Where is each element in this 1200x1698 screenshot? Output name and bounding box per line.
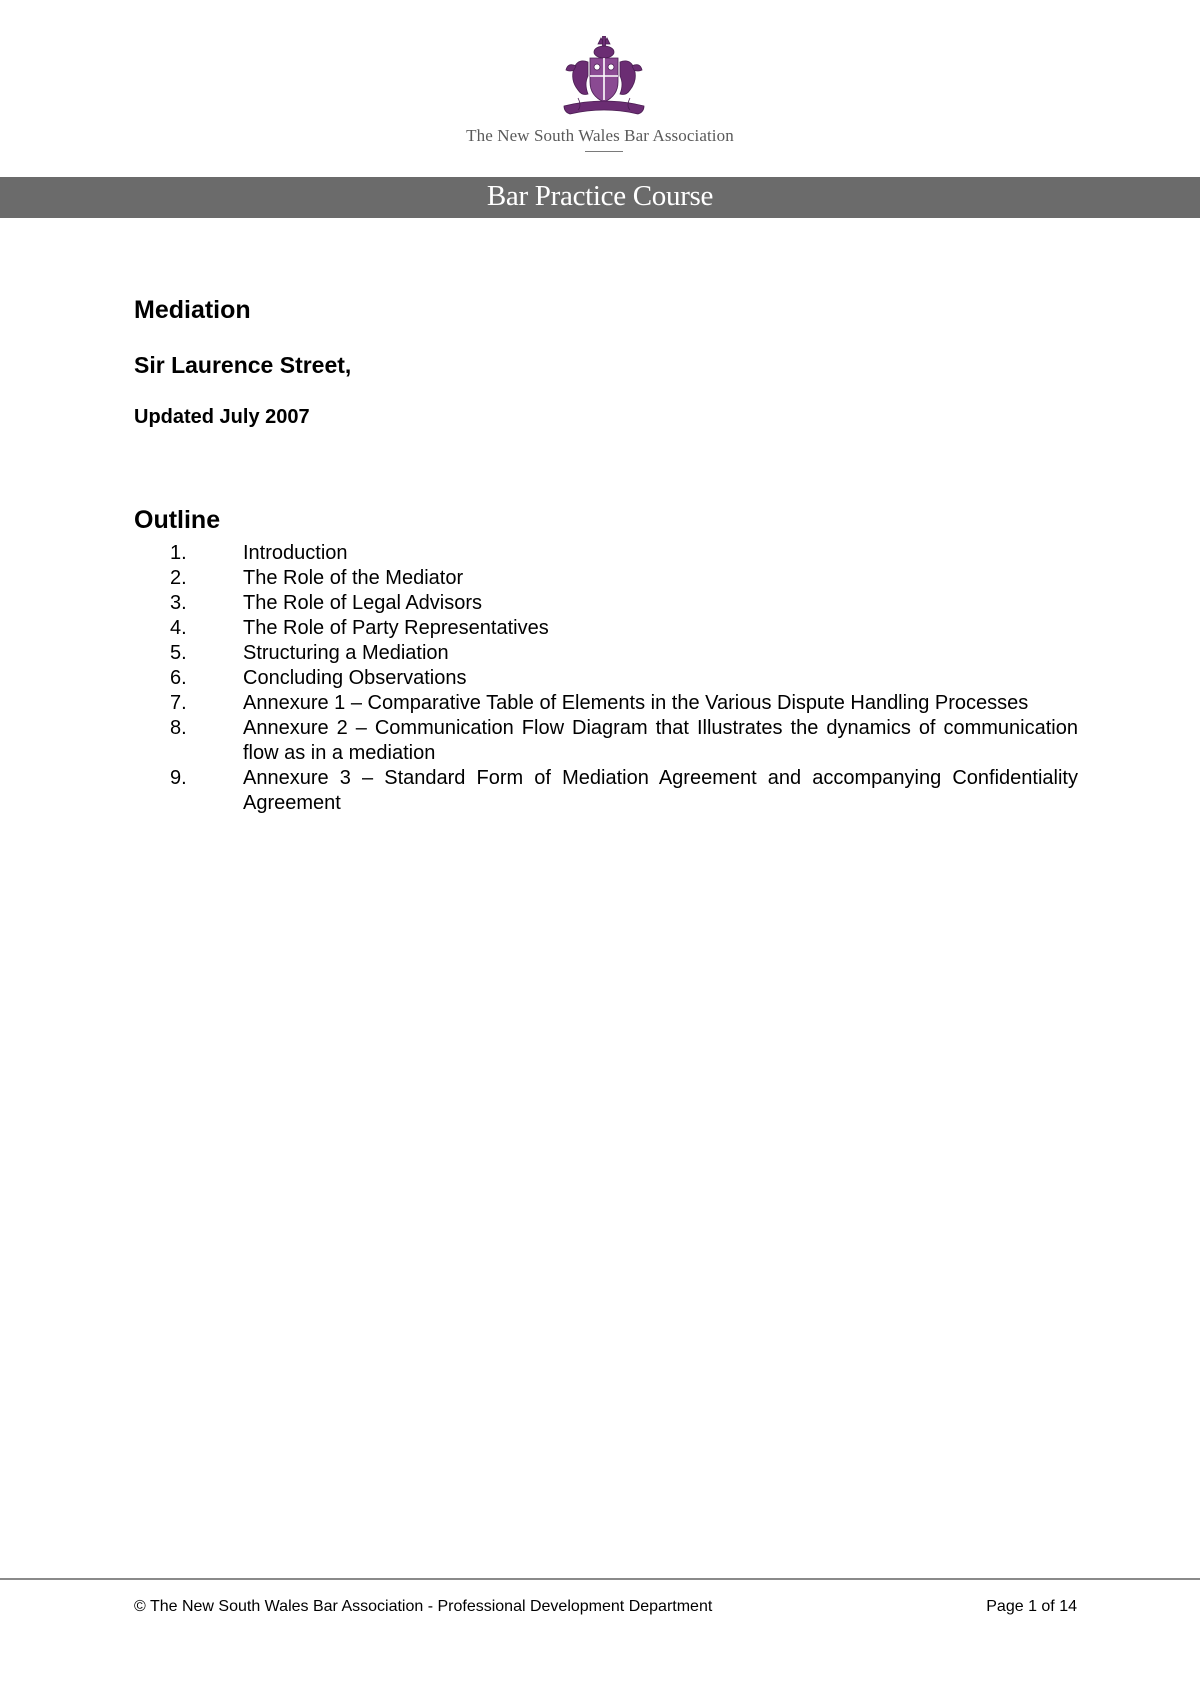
list-item-number: 1. xyxy=(170,542,187,564)
document-author: Sir Laurence Street, xyxy=(134,352,352,378)
list-item-number: 9. xyxy=(170,767,187,789)
list-item-text: Annexure 1 – Comparative Table of Elements in the Various Dispute Handling Processes xyxy=(243,692,1029,714)
outline-list xyxy=(134,541,1078,816)
footer-copyright: © The New South Wales Bar Association - Professional Development Department xyxy=(134,1598,713,1615)
document-title: Mediation xyxy=(134,296,251,324)
list-item xyxy=(134,616,1078,641)
list-item-number: 7. xyxy=(170,692,187,714)
list-item xyxy=(134,541,1078,566)
list-item xyxy=(134,691,1078,716)
list-item-text: Concluding Observations xyxy=(243,667,467,689)
list-item xyxy=(134,641,1078,666)
list-item xyxy=(134,716,1078,766)
list-item xyxy=(134,766,1078,816)
page-number: Page 1 of 14 xyxy=(986,1598,1077,1615)
header-divider xyxy=(585,151,623,152)
list-item-text: Annexure 2 – Communication Flow Diagram that Illustrates the dynamics of communication flow as in a mediation xyxy=(243,717,1078,764)
list-item xyxy=(134,666,1078,691)
list-item-text: Annexure 3 – Standard Form of Mediation Agreement and accompanying Confidentiality Agreement xyxy=(243,767,1078,814)
course-title: Bar Practice Course xyxy=(486,180,714,212)
list-item-number: 2. xyxy=(170,567,187,589)
list-item-number: 6. xyxy=(170,667,187,689)
coat-of-arms-icon xyxy=(558,36,650,120)
list-item-text: The Role of Legal Advisors xyxy=(243,592,483,614)
list-item-text: Introduction xyxy=(243,542,348,564)
list-item-text: The Role of Party Representatives xyxy=(243,617,549,639)
association-name: The New South Wales Bar Association xyxy=(466,126,734,145)
footer-divider xyxy=(0,1578,1200,1580)
list-item-number: 5. xyxy=(170,642,187,664)
list-item xyxy=(134,566,1078,591)
outline-heading: Outline xyxy=(134,506,221,534)
list-item-number: 4. xyxy=(170,617,187,639)
list-item xyxy=(134,591,1078,616)
list-item-number: 3. xyxy=(170,592,187,614)
document-date: Updated July 2007 xyxy=(134,406,310,428)
list-item-text: Structuring a Mediation xyxy=(243,642,449,664)
list-item-number: 8. xyxy=(170,717,187,739)
list-item-text: The Role of the Mediator xyxy=(243,567,464,589)
